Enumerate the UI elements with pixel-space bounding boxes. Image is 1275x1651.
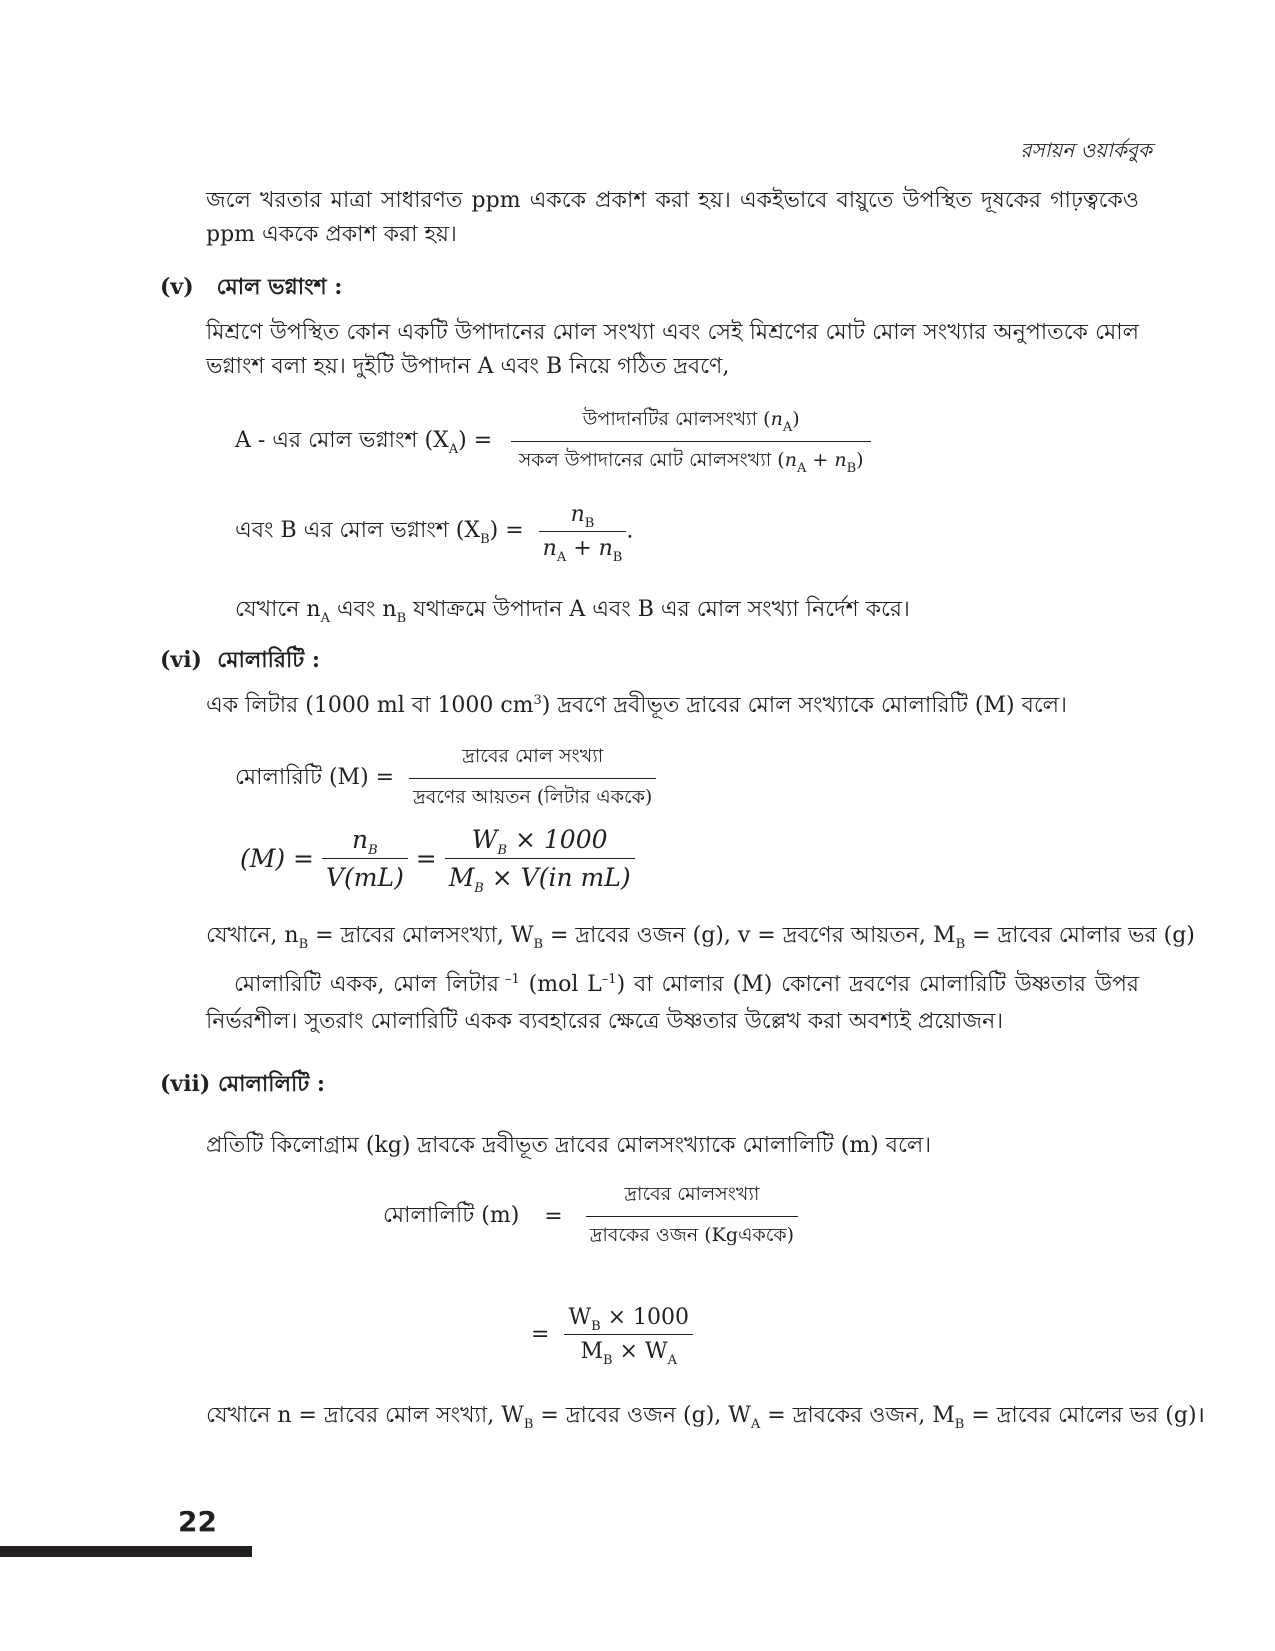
- section-vii-heading: [160, 1067, 325, 1104]
- fraction: [586, 1180, 798, 1253]
- section-vi-where-line: যেখানে, $n_B$ = দ্রাবের মোলসংখ্যা, $W_B$ = দ্রাবের ওজন (g), v = দ্রবণের আয়তন, $M_B$ = দ্রাবের মোলার ভর (g): [206, 923, 1195, 952]
- equation-lhs: (M) =: [240, 844, 314, 873]
- footer-bar: [0, 1546, 252, 1557]
- fraction-numerator: $n_B$: [322, 825, 408, 859]
- running-header: রসায়ন ওয়ার্কবুক: [1020, 138, 1152, 162]
- equation-lhs: মোলালিটি (m): [383, 1203, 520, 1228]
- fraction: [511, 405, 871, 478]
- fraction: [409, 742, 656, 815]
- mole-fraction-a-equation: [235, 405, 871, 478]
- section-title: মোলালিটি :: [218, 1071, 326, 1097]
- molarity-definition: এক লিটার (1000 ml বা 1000 $cm^3$) দ্রবণে দ্রবীভূত দ্রাবের মোল সংখ্যাকে মোলারিটি (M) বলে।: [206, 693, 1067, 718]
- fraction: [539, 502, 627, 565]
- fraction-numerator: $W_B \times 1000$: [445, 825, 635, 859]
- molarity-equation: [235, 742, 656, 815]
- section-number: (vii): [160, 1071, 211, 1097]
- fraction-numerator: $n_B$: [539, 502, 627, 532]
- fraction-denominator: দ্রাবকের ওজন (Kgএককে): [589, 1224, 795, 1246]
- fraction: [322, 825, 408, 892]
- section-v-paragraph: মিশ্রণে উপস্থিত কোন একটি উপাদানের মোল সংখ্যা এবং সেই মিশ্রণের মোট মোল সংখ্যার অনুপাতকে মোল ভগ্নাংশ বলা হয়। দুইটি উপাদান A এবং B নিয়ে গঠিত দ্রবণে,: [206, 320, 1139, 379]
- mole-fraction-b-equation: এবং B এর মোল ভগ্নাংশ $(X_B)$ = $\frac{n_B}{n_A + n_B}$ .: [235, 502, 634, 565]
- fraction: [564, 1305, 693, 1368]
- intro-paragraph: জলে খরতার মাত্রা সাধারণত ppm এককে প্রকাশ করা হয়। একইভাবে বায়ুতে উপস্থিত দূষকের গাঢ়ত্বকেও ppm এককে প্রকাশ করা হয়।: [206, 188, 1139, 247]
- fraction-numerator: দ্রাবের মোল সংখ্যা: [409, 742, 656, 779]
- fraction-denominator: সকল উপাদানের মোট মোলসংখ্যা $(n_A + n_B)$: [518, 449, 864, 476]
- fraction-denominator: $M_B \times V(in$ mL): [448, 863, 631, 896]
- molality-formula: = $\frac{W_B \times 1000}{M_B \times W_A}$: [531, 1305, 693, 1364]
- fraction-denominator: দ্রবণের আয়তন (লিটার এককে): [413, 786, 653, 808]
- equation-lhs: মোলারিটি (M) =: [235, 765, 395, 790]
- section-number: (vi): [160, 647, 202, 673]
- molality-definition: প্রতিটি কিলোগ্রাম (kg) দ্রাবকে দ্রবীভূত দ্রাবের মোলসংখ্যাকে মোলালিটি (m) বলে।: [206, 1133, 932, 1158]
- section-title: মোল ভগ্নাংশ :: [216, 274, 343, 300]
- molarity-note: মোলারিটি একক, মোল লিটার $^{-1}$ (mol $L^{-1}$) বা মোলার (M) কোনো দ্রবণের মোলারিটি উষ্ণতার উপর নির্ভরশীল। সুতরাং মোলারিটি একক ব্যবহারের ক্ষেত্রে উষ্ণতার উল্লেখ করা অবশ্যই প্রয়োজন।: [206, 972, 1140, 1034]
- fraction: [445, 825, 635, 896]
- equation-lhs: A - এর মোল ভগ্নাংশ $(X_A)$ =: [235, 428, 493, 457]
- fraction-numerator: $W_B \times 1000$: [564, 1305, 693, 1335]
- section-v-heading: [160, 270, 342, 307]
- section-v-where-line: যেখানে $n_A$ এবং $n_B$ যথাক্রমে উপাদান A এবং B এর মোল সংখ্যা নির্দেশ করে।: [235, 597, 910, 626]
- section-vi-heading: [160, 643, 320, 680]
- section-title: মোলারিটি :: [217, 647, 321, 673]
- fraction-denominator: V(mL): [325, 863, 404, 892]
- molality-equation: মোলালিটি (m) = $\frac{\text{দ্রাবের মোলসংখ্যা}}{\text{দ্রাবকের ওজন (Kgএককে)}}$: [383, 1180, 798, 1253]
- page-number: 22: [178, 1505, 217, 1538]
- section-vii-where-line: যেখানে n = দ্রাবের মোল সংখ্যা, $W_B$ = দ্রাবের ওজন (g), $W_A$ = দ্রাবকের ওজন, $M_B$ = দ্রাবের মোলের ভর (g)।: [206, 1403, 1205, 1432]
- section-number: (v): [160, 274, 194, 300]
- fraction-numerator: দ্রাবের মোলসংখ্যা: [586, 1180, 798, 1217]
- fraction-denominator: $M_B \times W_A$: [580, 1339, 677, 1368]
- fraction-denominator: $n_A + n_B$: [542, 536, 623, 565]
- molarity-formula: (M) = $\frac{n_B}{V(mL)}$ = $\frac{W_B \times 1000}{M_B \times V(in mL)}$: [240, 825, 635, 892]
- fraction-numerator: উপাদানটির মোলসংখ্যা $(n_A)$: [511, 405, 871, 442]
- equation-lhs: এবং B এর মোল ভগ্নাংশ $(X_B)$ =: [235, 518, 524, 547]
